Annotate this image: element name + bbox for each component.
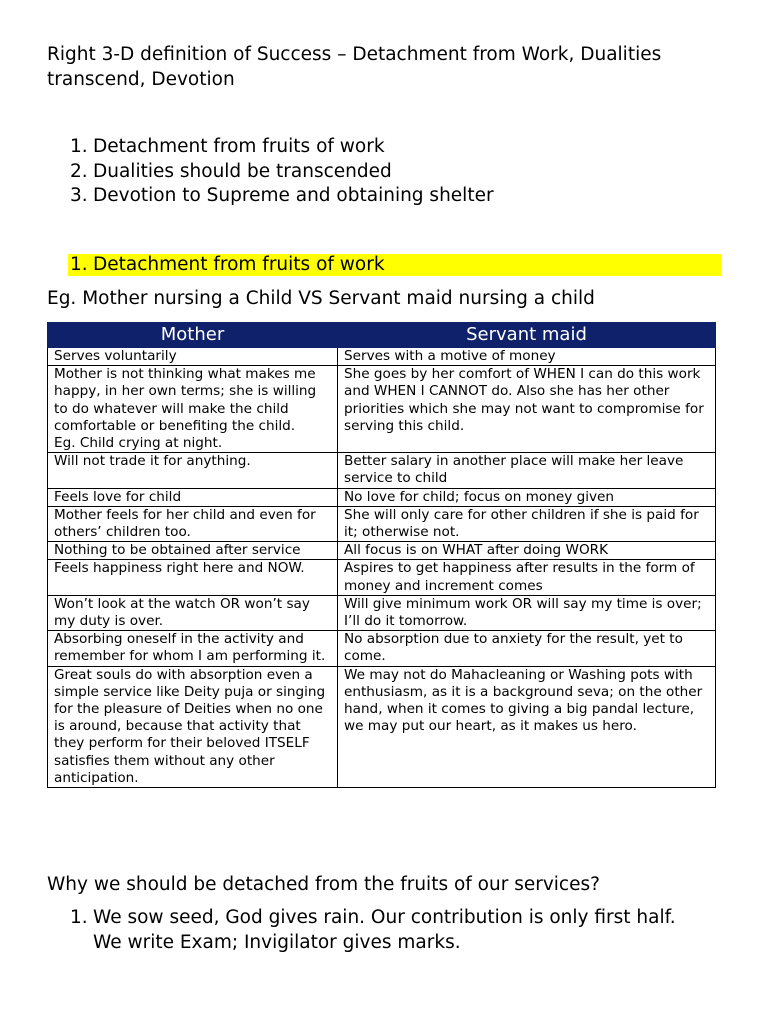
- document-title: Right 3-D definition of Success – Detachment from Work, Dualities transcend, Devotion: [47, 44, 662, 90]
- list-item: [70, 184, 494, 209]
- list-text: We sow seed, God gives rain. Our contribution is only first half. We write Exam; Invigilator gives marks.: [93, 907, 676, 953]
- servant-cell: Aspires to get happiness after results in the form of money and increment comes: [338, 560, 716, 595]
- list-item: [70, 160, 494, 185]
- list-number: 2.: [70, 160, 88, 182]
- servant-cell: Serves with a motive of money: [338, 348, 716, 366]
- mother-cell: Mother is not thinking what makes me happy, in her own terms; she is willing to do whatever will make the child comfortable or benefiting the child. Eg. Child crying at night.: [48, 366, 338, 453]
- mother-cell: Mother feels for her child and even for others’ children too.: [48, 506, 338, 541]
- mother-cell: Feels love for child: [48, 488, 338, 506]
- servant-cell: All focus is on WHAT after doing WORK: [338, 542, 716, 560]
- list-item: [70, 906, 720, 955]
- servant-cell: We may not do Mahacleaning or Washing pots with enthusiasm, as it is a background seva; on the other hand, when it comes to giving a big pandal lecture, we may put our heart, as it makes us hero.: [338, 666, 716, 787]
- mother-cell: Won’t look at the watch OR won’t say my duty is over.: [48, 595, 338, 630]
- servant-cell: She goes by her comfort of WHEN I can do this work and WHEN I CANNOT do. Also she has her other priorities which she may not want to compromise for serving this child.: [338, 366, 716, 453]
- mother-cell: Serves voluntarily: [48, 348, 338, 366]
- list-text: Detachment from fruits of work: [93, 136, 385, 157]
- mother-cell: Absorbing oneself in the activity and remember for whom I am performing it.: [48, 631, 338, 666]
- list-number: 1.: [70, 136, 88, 157]
- mother-cell: Will not trade it for anything.: [48, 453, 338, 488]
- header-servant-maid: Servant maid: [338, 323, 716, 348]
- table-row: [48, 631, 716, 666]
- list-item: [70, 135, 494, 160]
- table-row: [48, 506, 716, 541]
- table-row: [48, 488, 716, 506]
- list-number: 3.: [70, 185, 88, 206]
- mother-cell: Great souls do with absorption even a simple service like Deity puja or singing for the pleasure of Deities when no one is around, because that activity that they perform for their beloved ITSELF satisfies them without any other anticipation.: [48, 666, 338, 787]
- header-mother: Mother: [48, 323, 338, 348]
- answers-list: [70, 906, 720, 955]
- table-row: [48, 348, 716, 366]
- table-row: [48, 666, 716, 787]
- servant-cell: She will only care for other children if she is paid for it; otherwise not.: [338, 506, 716, 541]
- servant-cell: No absorption due to anxiety for the result, yet to come.: [338, 631, 716, 666]
- principles-list: [70, 135, 494, 209]
- highlighted-heading: [68, 254, 721, 276]
- table-row: [48, 595, 716, 630]
- table-header-row: [48, 323, 716, 348]
- servant-cell: Will give minimum work OR will say my time is over; I’ll do it tomorrow.: [338, 595, 716, 630]
- table-row: [48, 560, 716, 595]
- list-text: Devotion to Supreme and obtaining shelter: [93, 185, 494, 206]
- mother-cell: Feels happiness right here and NOW.: [48, 560, 338, 595]
- servant-cell: No love for child; focus on money given: [338, 488, 716, 506]
- comparison-table: [47, 322, 716, 788]
- mother-cell: Nothing to be obtained after service: [48, 542, 338, 560]
- heading-text: Detachment from fruits of work: [93, 254, 385, 275]
- servant-cell: Better salary in another place will make her leave service to child: [338, 453, 716, 488]
- list-number: 1.: [70, 907, 88, 928]
- heading-number: 1.: [70, 254, 88, 275]
- list-text: Dualities should be transcended: [93, 160, 392, 182]
- table-row: [48, 453, 716, 488]
- table-row: [48, 366, 716, 453]
- table-row: [48, 542, 716, 560]
- example-line: Eg. Mother nursing a Child VS Servant maid nursing a child: [47, 288, 595, 309]
- question-heading: Why we should be detached from the fruits of our services?: [47, 874, 600, 895]
